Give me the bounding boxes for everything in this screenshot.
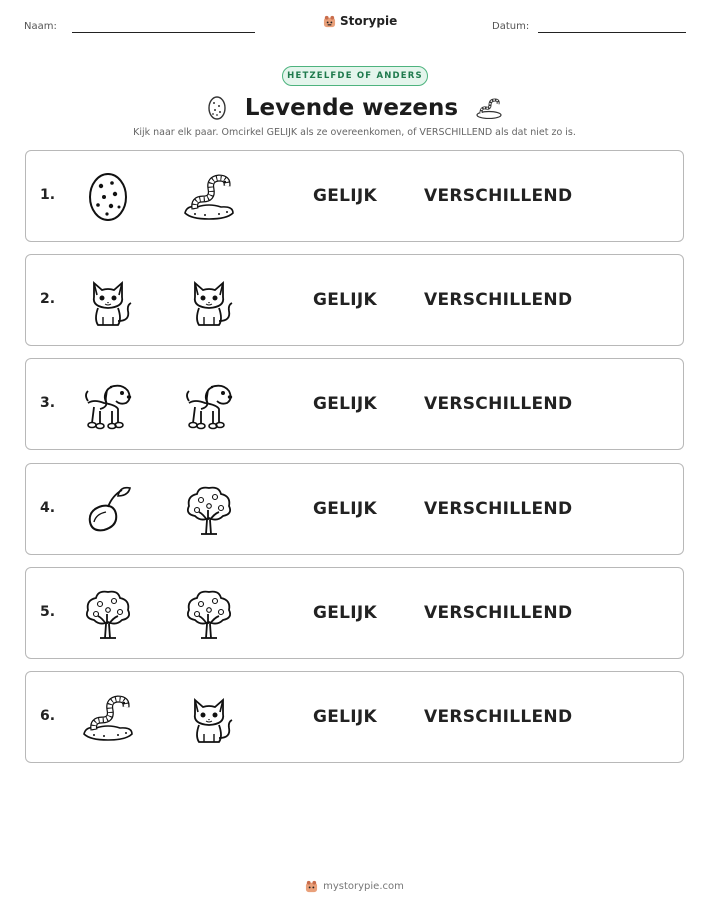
worksheet-type-badge: HETZELFDE OF ANDERS (282, 66, 428, 86)
name-line[interactable] (72, 32, 255, 33)
option-same[interactable]: GELIJK (313, 602, 378, 623)
egg-icon (80, 169, 136, 225)
question-number: 6. (40, 708, 56, 724)
question-number: 3. (40, 395, 56, 412)
title-row (0, 92, 709, 124)
worm-icon (476, 97, 502, 119)
option-same[interactable]: GELIJK (313, 290, 378, 311)
option-different[interactable]: VERSCHILLEND (424, 707, 573, 727)
question-row (25, 671, 684, 763)
question-row (25, 150, 684, 242)
option-different[interactable]: VERSCHILLEND (424, 498, 573, 519)
cat-icon (181, 690, 237, 746)
question-number: 1. (40, 187, 56, 203)
question-row (25, 254, 684, 346)
worksheet-header (0, 0, 709, 40)
cat-icon (181, 273, 237, 329)
question-number: 5. (40, 603, 56, 620)
egg-icon (207, 95, 227, 121)
option-same[interactable]: GELIJK (313, 498, 378, 519)
worm-icon (181, 169, 237, 225)
storypie-logo-icon (323, 15, 336, 28)
tree-icon (181, 482, 237, 538)
date-label: Datum: (492, 21, 530, 32)
question-number: 2. (40, 291, 56, 308)
option-different[interactable]: VERSCHILLEND (424, 394, 573, 415)
dog-icon (80, 377, 136, 433)
option-same[interactable]: GELIJK (313, 707, 378, 727)
seed-icon (80, 482, 136, 538)
footer-url: mystorypie.com (323, 881, 404, 892)
tree-icon (80, 586, 136, 642)
option-different[interactable]: VERSCHILLEND (424, 290, 573, 311)
question-number: 4. (40, 499, 56, 516)
cat-icon (80, 273, 136, 329)
question-row (25, 463, 684, 555)
date-line[interactable] (538, 32, 686, 33)
option-different[interactable]: VERSCHILLEND (424, 602, 573, 623)
storypie-brand (323, 14, 397, 28)
option-same[interactable]: GELIJK (313, 186, 378, 206)
page-title: Levende wezens (244, 95, 459, 121)
dog-icon (181, 377, 237, 433)
question-row (25, 358, 684, 450)
tree-icon (181, 586, 237, 642)
storypie-logo-icon (305, 880, 318, 893)
option-different[interactable]: VERSCHILLEND (424, 186, 573, 206)
worm-icon (80, 690, 136, 746)
option-same[interactable]: GELIJK (313, 394, 378, 415)
instructions: Kijk naar elk paar. Omcirkel GELIJK als ze overeenkomen, of VERSCHILLEND als dat niet zo is. (133, 127, 576, 138)
name-label: Naam: (24, 21, 57, 32)
footer (0, 880, 709, 893)
question-row (25, 567, 684, 659)
brand-name: Storypie (340, 14, 398, 28)
